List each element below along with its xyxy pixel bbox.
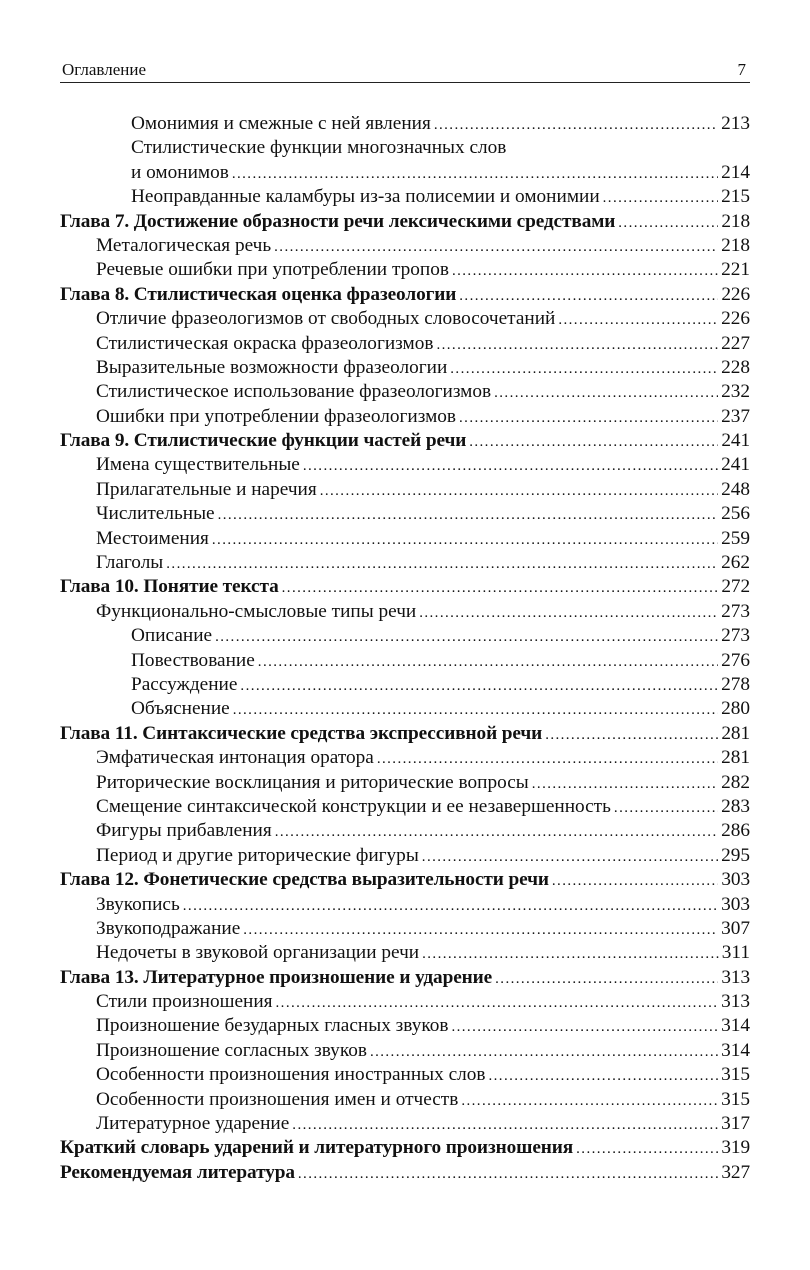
toc-entry-page: 315 [721, 1064, 750, 1086]
dot-leader [461, 1089, 718, 1113]
toc-entry [60, 844, 750, 868]
toc-entry [60, 746, 750, 770]
toc-entry-title: Смещение синтаксической конструкции и ее незавершенность [96, 795, 611, 817]
dot-leader [212, 528, 718, 552]
toc-entry-page: 313 [721, 966, 750, 988]
toc-entry [60, 893, 750, 917]
dot-leader [370, 1040, 718, 1064]
toc-entry [60, 332, 750, 356]
toc-entry-title: Особенности произношения имен и отчеств [96, 1088, 459, 1110]
toc-entry-page: 303 [721, 869, 750, 891]
dot-leader [603, 186, 718, 210]
toc-chapter-entry [60, 1161, 750, 1185]
dot-leader [422, 845, 718, 869]
toc-chapter-entry [60, 1136, 750, 1160]
dot-leader [532, 772, 718, 796]
dot-leader [377, 747, 718, 771]
toc-entry [60, 161, 750, 185]
toc-entry [60, 136, 750, 160]
dot-leader [436, 333, 718, 357]
toc-entry-title: Глава 11. Синтаксические средства экспрессивной речи [60, 722, 543, 744]
toc-entry-page: 218 [721, 234, 750, 256]
dot-leader [545, 723, 718, 747]
toc-entry-page: 303 [721, 893, 750, 915]
toc-entry-page: 232 [721, 381, 750, 403]
toc-entry [60, 795, 750, 819]
dot-leader [576, 1137, 718, 1161]
toc-entry [60, 1039, 750, 1063]
toc-entry-title: Описание [131, 625, 213, 647]
toc-entry-page: 286 [721, 820, 750, 842]
dot-leader [450, 357, 718, 381]
toc-entry-page: 313 [721, 991, 750, 1013]
toc-entry-title: Повествование [131, 649, 255, 671]
toc-entry-title: Речевые ошибки при употреблении тропов [96, 259, 449, 281]
toc-entry-page: 278 [721, 673, 750, 695]
dot-leader [614, 796, 718, 820]
toc-entry-page: 311 [721, 942, 750, 964]
toc-entry-title: Звукоподражание [96, 917, 241, 939]
toc-entry [60, 234, 750, 258]
toc-entry-title: Неоправданные каламбуры из-за полисемии и омонимии [131, 186, 600, 208]
toc-entry-page: 215 [721, 186, 750, 208]
toc-entry [60, 673, 750, 697]
toc-entry-page: 248 [721, 478, 750, 500]
toc-entry-page: 280 [721, 698, 750, 720]
running-header [60, 58, 750, 83]
dot-leader [459, 406, 718, 430]
toc-entry-title: Особенности произношения иностранных слов [96, 1064, 486, 1086]
toc-chapter-entry [60, 210, 750, 234]
toc-entry [60, 1112, 750, 1136]
toc-entry-title: Недочеты в звуковой организации речи [96, 942, 420, 964]
toc-entry [60, 185, 750, 209]
toc-entry-title: Объяснение [131, 698, 230, 720]
toc-entry-page: 273 [721, 625, 750, 647]
toc-entry-title: и омонимов [131, 161, 229, 183]
dot-leader [292, 1113, 718, 1137]
dot-leader [552, 869, 718, 893]
dot-leader [618, 211, 718, 235]
dot-leader [274, 235, 718, 259]
dot-leader [215, 625, 718, 649]
toc-entry-title: Стили произношения [96, 991, 273, 1013]
header-page-number: 7 [737, 60, 746, 79]
toc-entry [60, 624, 750, 648]
toc-entry [60, 819, 750, 843]
toc-entry-page: 226 [721, 283, 750, 305]
toc-entry-page: 281 [721, 722, 750, 744]
toc-entry-title: Омонимия и смежные с ней явления [131, 113, 431, 134]
toc-entry-title: Глава 10. Понятие текста [60, 576, 279, 598]
toc-entry-title: Местоимения [96, 527, 209, 549]
dot-leader [276, 991, 719, 1015]
toc-entry [60, 917, 750, 941]
toc-entry-page: 256 [721, 503, 750, 525]
toc-entry-page: 226 [721, 308, 750, 330]
dot-leader [298, 1162, 718, 1186]
toc-entry-title: Имена существительные [96, 454, 300, 476]
toc-entry-title: Произношение согласных звуков [96, 1039, 367, 1061]
toc-entry [60, 356, 750, 380]
toc-entry [60, 258, 750, 282]
toc-entry [60, 697, 750, 721]
toc-entry-page: 273 [721, 600, 750, 622]
toc-entry [60, 478, 750, 502]
toc-entry-title: Эмфатическая интонация оратора [96, 747, 374, 769]
toc-entry [60, 600, 750, 624]
toc-entry-title: Ошибки при употреблении фразеологизмов [96, 405, 457, 427]
dot-leader [282, 576, 719, 600]
toc-entry-page: 317 [721, 1113, 750, 1135]
dot-leader [166, 552, 718, 576]
toc-entry-page: 218 [721, 210, 750, 232]
dot-leader [243, 918, 718, 942]
toc-entry [60, 405, 750, 429]
toc-entry-title: Металогическая речь [96, 234, 272, 256]
toc-entry-title: Глава 7. Достижение образности речи лексическими средствами [60, 210, 616, 232]
toc-entry-page: 327 [721, 1161, 750, 1183]
toc-entry-title: Стилистическая окраска фразеологизмов [96, 332, 434, 354]
dot-leader [419, 601, 718, 625]
toc-chapter-entry [60, 429, 750, 453]
toc-entry [60, 1014, 750, 1038]
dot-leader [258, 650, 718, 674]
dot-leader [452, 259, 718, 283]
toc-entry-page: 228 [721, 356, 750, 378]
toc-chapter-entry [60, 868, 750, 892]
toc-entry-title: Стилистические функции многозначных слов [131, 137, 507, 159]
toc-entry-page: 281 [721, 747, 750, 769]
toc-entry [60, 112, 750, 136]
dot-leader [218, 503, 719, 527]
toc-entry-page: 272 [721, 576, 750, 598]
dot-leader [469, 430, 718, 454]
toc-entry-page: 295 [721, 844, 750, 866]
toc-entry-page: 259 [721, 527, 750, 549]
toc-chapter-entry [60, 575, 750, 599]
dot-leader [183, 894, 718, 918]
toc-entry [60, 990, 750, 1014]
toc-entry [60, 551, 750, 575]
toc-entry-page: 307 [721, 917, 750, 939]
toc-entry-title: Краткий словарь ударений и литературного произношения [60, 1137, 574, 1159]
dot-leader [422, 942, 719, 966]
toc-entry-title: Стилистическое использование фразеологизмов [96, 381, 492, 403]
toc-entry [60, 1063, 750, 1087]
toc-entry-page: 227 [721, 332, 750, 354]
toc-entry-page: 241 [721, 454, 750, 476]
toc-chapter-entry [60, 283, 750, 307]
dot-leader [489, 1064, 719, 1088]
toc-entry-page: 221 [721, 259, 750, 281]
toc-entry-title: Глава 13. Литературное произношение и ударение [60, 966, 493, 988]
toc-entry-page: 314 [721, 1039, 750, 1061]
toc-entry-page: 214 [721, 161, 750, 183]
toc-entry-page: 276 [721, 649, 750, 671]
dot-leader [240, 674, 718, 698]
toc-entry-title: Глаголы [96, 552, 164, 574]
dot-leader [320, 479, 718, 503]
dot-leader [558, 308, 718, 332]
toc-entry-title: Рекомендуемая литература [60, 1161, 295, 1183]
header-title: Оглавление [62, 60, 146, 79]
toc-entry-page: 262 [721, 552, 750, 574]
toc-entry-page: 315 [721, 1088, 750, 1110]
dot-leader [451, 1015, 718, 1039]
toc-entry-title: Рассуждение [131, 673, 238, 695]
toc-entry-page: 213 [721, 113, 750, 134]
toc-entry [60, 771, 750, 795]
toc-entry [60, 649, 750, 673]
toc-entry-page: 314 [721, 1015, 750, 1037]
toc-entry-title: Глава 12. Фонетические средства выразительности речи [60, 869, 549, 891]
dot-leader [303, 454, 718, 478]
toc-entry-title: Литературное ударение [96, 1113, 290, 1135]
toc-entry-title: Риторические восклицания и риторические вопросы [96, 771, 529, 793]
toc-entry-title: Период и другие риторические фигуры [96, 844, 419, 866]
toc-entry-title: Отличие фразеологизмов от свободных словосочетаний [96, 308, 556, 330]
toc-entry-title: Произношение безударных гласных звуков [96, 1015, 449, 1037]
dot-leader [275, 820, 718, 844]
toc-entry-title: Числительные [96, 503, 215, 525]
toc-entry-title: Глава 8. Стилистическая оценка фразеологии [60, 283, 457, 305]
toc-entry [60, 307, 750, 331]
toc-entry-title: Прилагательные и наречия [96, 478, 317, 500]
toc-entry-page: 237 [721, 405, 750, 427]
toc-entry [60, 1088, 750, 1112]
toc-entry [60, 380, 750, 404]
toc-entry-page: 241 [721, 430, 750, 452]
toc-entry [60, 941, 750, 965]
toc-entry-title: Фигуры прибавления [96, 820, 272, 842]
dot-leader [232, 162, 718, 186]
dot-leader [233, 698, 718, 722]
toc-entry [60, 453, 750, 477]
dot-leader [494, 381, 718, 405]
toc-entry-page: 283 [721, 795, 750, 817]
dot-leader [459, 284, 718, 308]
toc-entry-page: 319 [721, 1137, 750, 1159]
toc-chapter-entry [60, 966, 750, 990]
toc-chapter-entry [60, 722, 750, 746]
dot-leader [434, 113, 718, 137]
toc-entry-title: Функционально-смысловые типы речи [96, 600, 417, 622]
dot-leader [495, 967, 718, 991]
toc-entry-page: 282 [721, 771, 750, 793]
toc-entry-title: Звукопись [96, 893, 180, 915]
toc-entry-title: Выразительные возможности фразеологии [96, 356, 448, 378]
table-of-contents [60, 112, 750, 1185]
toc-entry [60, 527, 750, 551]
toc-entry [60, 502, 750, 526]
toc-entry-title: Глава 9. Стилистические функции частей речи [60, 430, 467, 452]
